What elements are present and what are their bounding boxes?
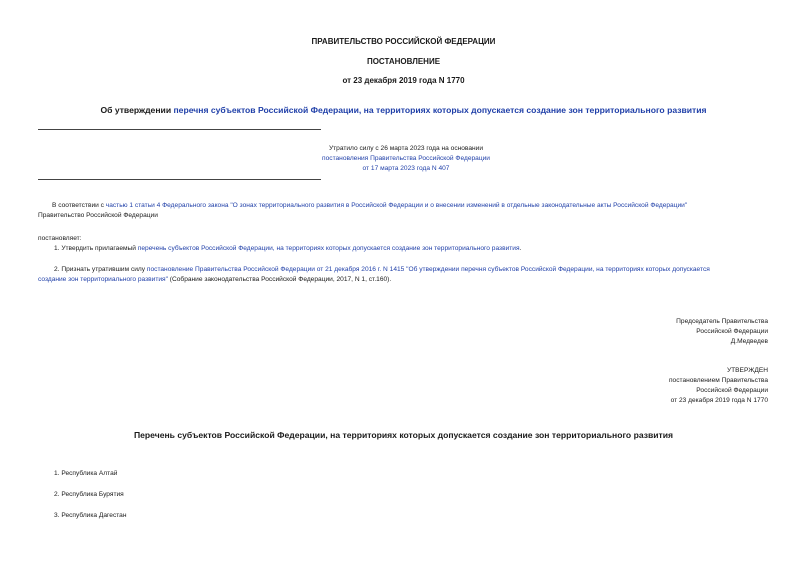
divider-top	[38, 129, 321, 130]
item-1	[54, 244, 521, 254]
list-item: 2. Республика Бурятия	[54, 491, 124, 498]
item-2-link-b[interactable]: создание зон территориального развития"	[38, 276, 168, 283]
preamble-paragraph	[38, 201, 768, 211]
document-title-link[interactable]: перечня субъектов Российской Федерации, на территориях которых допускается создание зон территориального развития	[173, 105, 707, 115]
repeal-notice	[306, 144, 506, 174]
item-2-suffix: (Собрание законодательства Российской Федерации, 2017, N 1, ст.160).	[167, 276, 392, 283]
approved-block	[560, 366, 768, 406]
signature-name: Д.Медведев	[730, 338, 768, 345]
item-1-suffix: .	[519, 245, 522, 252]
approved-line4: от 23 декабря 2019 года N 1770	[670, 397, 768, 404]
document-date-number: от 23 декабря 2019 года N 1770	[342, 76, 465, 85]
approved-line2: постановлением Правительства	[668, 377, 768, 384]
approved-line3: Российской Федерации	[696, 387, 768, 394]
item-2-line2	[38, 275, 768, 285]
item-2-prefix: 2. Признать утратившим силу	[54, 266, 147, 273]
item-2-link-a[interactable]: постановление Правительства Российской Федерации от 21 декабря 2016 г. N 1415 "Об утверждении перечня субъектов Российской Федерации, на территориях которых допускается	[146, 266, 710, 273]
preamble-government: Правительство Российской Федерации	[38, 212, 158, 219]
divider-bottom	[38, 179, 321, 180]
preamble-law-link[interactable]: частью 1 статьи 4 Федерального закона "О зонах территориального развития в Российской Федерации и о внесении изменений в отдельные законодательные акты Российской Федерации"	[105, 202, 688, 209]
document-type: ПОСТАНОВЛЕНИЕ	[366, 57, 441, 66]
repeal-notice-link-line3[interactable]: от 17 марта 2023 года N 407	[362, 165, 450, 172]
item-2-line1	[38, 265, 768, 275]
item-1-prefix: 1. Утвердить прилагаемый	[54, 245, 138, 252]
preamble-text1: В соответствии с	[52, 202, 106, 209]
item-2	[38, 265, 768, 285]
list-item: 1. Республика Алтай	[54, 470, 118, 477]
list-item: 3. Республика Дагестан	[54, 512, 127, 519]
government-heading: ПРАВИТЕЛЬСТВО РОССИЙСКОЙ ФЕДЕРАЦИИ	[311, 37, 496, 46]
document-title	[0, 105, 807, 115]
repeal-notice-link-line2[interactable]: постановления Правительства Российской Федерации	[322, 155, 490, 162]
preamble-resolves: постановляет:	[38, 235, 82, 242]
repeal-notice-line1: Утратило силу с 26 марта 2023 года на основании	[328, 145, 484, 152]
document-title-prefix: Об утверждении	[100, 105, 174, 115]
item-1-link[interactable]: перечень субъектов Российской Федерации, на территориях которых допускается создание зон территориального развития	[137, 245, 520, 252]
signature-block	[560, 317, 768, 347]
approved-line1: УТВЕРЖДЕН	[726, 367, 768, 374]
signature-line1: Председатель Правительства	[676, 318, 768, 325]
list-heading: Перечень субъектов Российской Федерации, на территориях которых допускается создание зон территориального развития	[133, 430, 674, 440]
signature-line2: Российской Федерации	[696, 328, 768, 335]
